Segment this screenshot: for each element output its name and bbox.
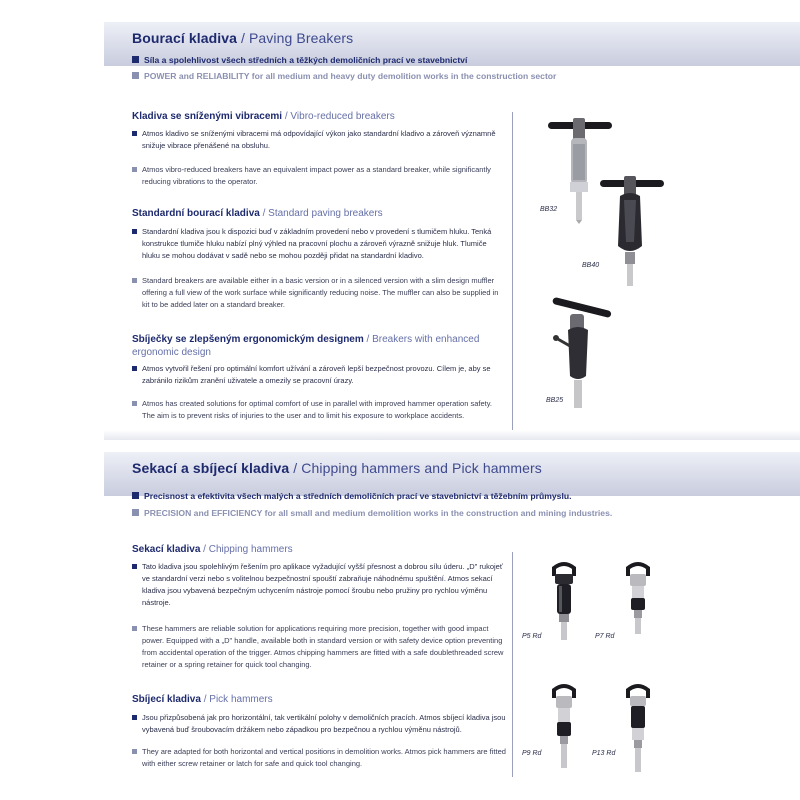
subsection-heading: Sbíječky se zlepšeným ergonomickým designem / Breakers with enhanced ergonomic design xyxy=(132,334,480,358)
subsection-heading: Sbíjecí kladiva / Pick hammers xyxy=(132,694,273,705)
paragraph-cz: Jsou přizpůsobená jak pro horizontální, tak vertikální polohy v demoličních pracích. Atmos sbíjecí kladiva jsou vybavená buď šroubovacím držákem nebo západkou pro bezpečnou a rychlou výměnu nástrojů. xyxy=(132,712,506,736)
column-divider xyxy=(512,552,513,777)
tagline-en: POWER and RELIABILITY for all medium and heavy duty demolition works in the construction sector xyxy=(132,71,556,81)
square-bullet-icon xyxy=(132,278,137,283)
title-separator: / xyxy=(237,30,249,46)
chipping-hammer-p7-image xyxy=(624,562,652,636)
square-bullet-icon xyxy=(132,564,137,569)
square-bullet-icon xyxy=(132,626,137,631)
title-en: Paving Breakers xyxy=(248,30,354,46)
section-header-chipping xyxy=(104,452,800,496)
pick-hammer-p9-image xyxy=(550,684,578,770)
subsection-heading: Kladiva se sníženými vibracemi / Vibro-reduced breakers xyxy=(132,111,395,122)
title-en: Chipping hammers and Pick hammers xyxy=(301,460,542,476)
section-title-paving xyxy=(132,30,353,46)
product-label: P7 Rd xyxy=(595,633,615,640)
product-label: BB40 xyxy=(582,262,600,269)
subsection-heading: Sekací kladiva / Chipping hammers xyxy=(132,544,293,555)
product-label: BB32 xyxy=(540,206,558,213)
product-label: P5 Rd xyxy=(522,633,542,640)
pick-hammer-p13-image xyxy=(624,684,652,774)
tagline-cz: Síla a spolehlivost všech středních a těžkých demoličních prací ve stavebnictví xyxy=(132,55,467,65)
title-separator: / xyxy=(289,460,302,476)
square-bullet-icon xyxy=(132,167,137,172)
square-bullet-icon xyxy=(132,56,139,63)
breaker-bb25-image xyxy=(550,300,620,412)
paragraph-cz: Tato kladiva jsou spolehlivým řešením pro aplikace vyžadující vyšší přesnost a dobrou sílu úderu. „D" rukojeť ve standardní verzi nebo s volitelnou bezpečnostní spouští zabraňuje náhodnému spuštění. Atmos sekací kladiva jsou vybavená bezpečným uchycením nástroje pomocí šroubu nebo pružiny pro rychlou výměnu nástroje. xyxy=(132,561,506,609)
paragraph-en: Atmos vibro-reduced breakers have an equivalent impact power as a standard breaker, while significantly reducing vibrations to the operator. xyxy=(132,164,506,188)
tagline-cz: Precisnost a efektivita všech malých a středních demoličních prací ve stavebnictví a těžebním průmyslu. xyxy=(132,491,571,501)
paragraph-en: They are adapted for both horizontal and vertical positions in demolition works. Atmos pick hammers are fitted with either screw retainer or latch for safe and quick tool changing. xyxy=(132,746,506,770)
square-bullet-icon xyxy=(132,229,137,234)
square-bullet-icon xyxy=(132,401,137,406)
catalog-page xyxy=(104,0,800,800)
column-divider xyxy=(512,112,513,430)
subsection-heading: Standardní bourací kladiva / Standard paving breakers xyxy=(132,208,383,219)
paragraph-en: These hammers are reliable solution for applications requiring more precision, together with good impact power. Equipped with a „D" handle, available both in standard version or with safety device option preventing from accidental operation of the trigger. Atmos chipping hammers are fitted with a safe doublethreaded screw retainer or a spring retainer for quick tool changing. xyxy=(132,623,506,671)
paragraph-en: Standard breakers are available either in a basic version or in a silenced version with a slim design muffler offering a full view of the work surface while significantly reducing noise. The muffler can also be supplied in kit to be added later on a standard breaker. xyxy=(132,275,506,311)
square-bullet-icon xyxy=(132,509,139,516)
paragraph-cz: Atmos kladivo se sníženými vibracemi má odpovídající výkon jako standardní kladivo a zároveň významně snižuje vibrace přenášené na obsluhu. xyxy=(132,128,506,152)
title-cz: Bourací kladiva xyxy=(132,30,237,46)
product-label: BB25 xyxy=(546,397,564,404)
section-divider xyxy=(104,430,800,440)
square-bullet-icon xyxy=(132,749,137,754)
square-bullet-icon xyxy=(132,492,139,499)
paragraph-cz: Atmos vytvořil řešení pro optimální komfort užívání a zároveň lepší bezpečnost provozu. Cílem je, aby se zabránilo rizikům zranění uživatele a omezily se pracovní úrazy. xyxy=(132,363,506,387)
square-bullet-icon xyxy=(132,72,139,79)
tagline-en: PRECISION and EFFICIENCY for all small and medium demolition works in the construction and mining industries. xyxy=(132,508,612,518)
chipping-hammer-p5-image xyxy=(550,562,578,642)
square-bullet-icon xyxy=(132,715,137,720)
breaker-bb40-image xyxy=(596,172,668,290)
paragraph-cz: Standardní kladiva jsou k dispozici buď v základním provedení nebo v provedení s tlumičem hluku. Tenká konstrukce tlumiče hluku nabízí plný výhled na pracovní plochu a zároveň výrazně snižuje hluk. Tlumiče hluku se mohou dodávat v sadě nebo se mohou později přidat na standardní kladivo. xyxy=(132,226,506,262)
square-bullet-icon xyxy=(132,131,137,136)
title-cz: Sekací a sbíjecí kladiva xyxy=(132,460,290,476)
product-label: P13 Rd xyxy=(592,750,616,757)
square-bullet-icon xyxy=(132,366,137,371)
product-label: P9 Rd xyxy=(522,750,542,757)
section-title-chipping xyxy=(132,460,542,476)
paragraph-en: Atmos has created solutions for optimal comfort of use in parallel with improved hammer operation safety. The aim is to prevent risks of injuries to the user and to limit his exposure to workplace accidents. xyxy=(132,398,506,422)
